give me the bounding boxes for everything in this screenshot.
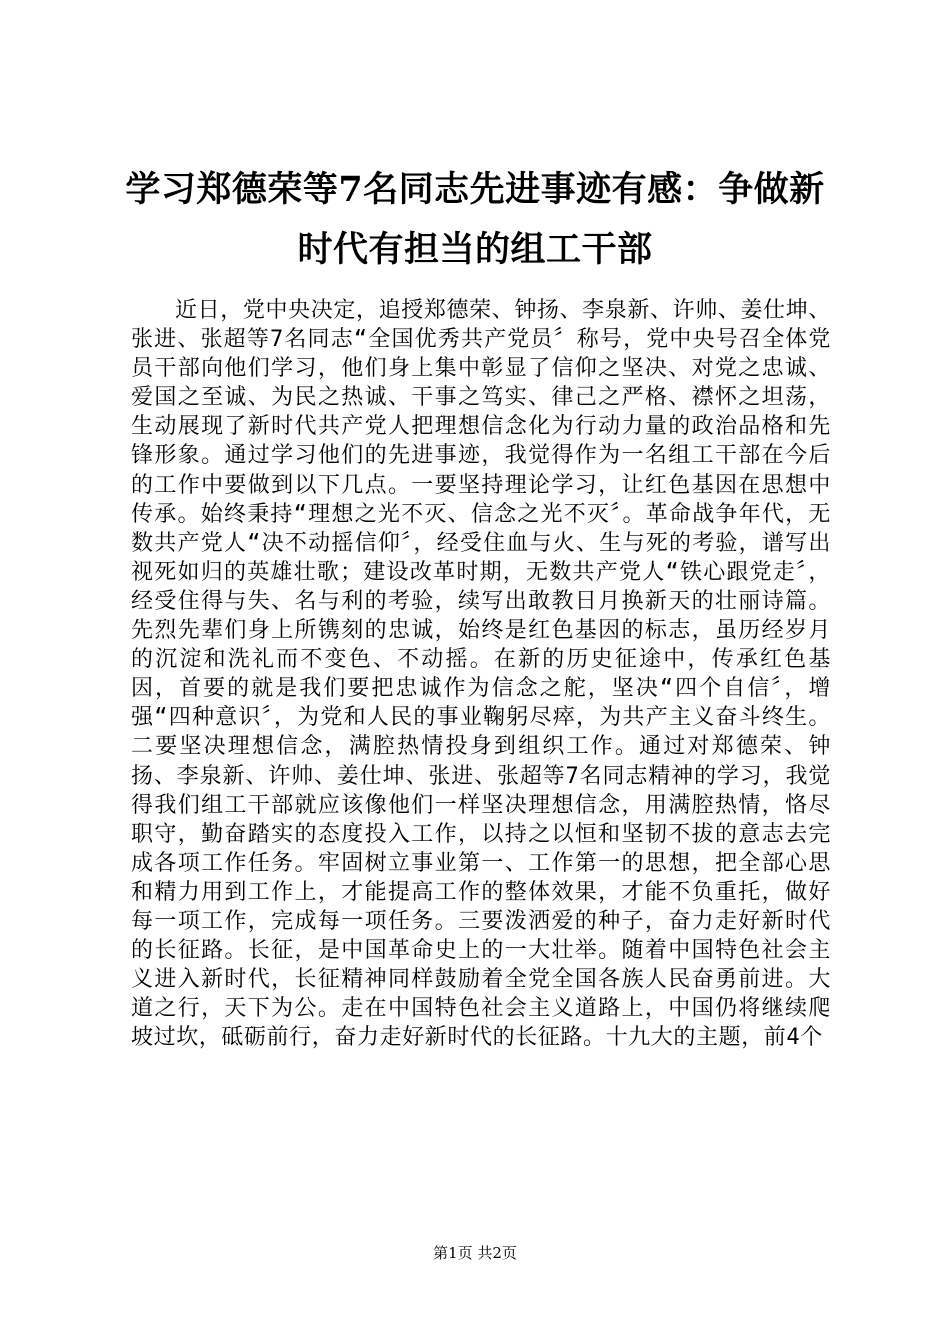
document-title: 学习郑德荣等7名同志先进事迹有感：争做新时代有担当的组工干部 [125, 169, 825, 270]
document-body: 近日，党中央决定，追授郑德荣、钟扬、李泉新、许帅、姜仕坤、张进、张超等7名同志“全国优秀共产党员〞称号，党中央号召全体党员干部向他们学习，他们身上集中彰显了信仰之坚决、对党之忠诚、爱国之至诚、为民之热诚、干事之笃实、律己之严格、襟怀之坦荡，生动展现了新时代共产党人把理想信念化为行动力量的政治品格和先锋形象。通过学习他们的先进事迹，我觉得作为一名组工干部在今后的工作中要做到以下几点。一要坚持理论学习，让红色基因在思想中传承。始终秉持“理想之光不灭、信念之光不灭〞。革命战争年代，无数共产党人“决不动摇信仰〞，经受住血与火、生与死的考验，谱写出视死如归的英雄壮歌；建设改革时期，无数共产党人“铁心跟党走〞，经受住得与失、名与利的考验，续写出敢教日月换新天的壮丽诗篇。先烈先辈们身上所镌刻的忠诚，始终是红色基因的标志，虽历经岁月的沉淀和洗礼而不变色、不动摇。在新的历史征途中，传承红色基因，首要的就是我们要把忠诚作为信念之舵，坚决“四个自信〞，增强“四种意识〞，为党和人民的事业鞠躬尽瘁，为共产主义奋斗终生。二要坚决理想信念，满腔热情投身到组织工作。通过对郑德荣、钟扬、李泉新、许帅、姜仕坤、张进、张超等7名同志精神的学习，我觉得我们组工干部就应该像他们一样坚决理想信念，用满腔热情，恪尽职守，勤奋踏实的态度投入工作，以持之以恒和坚韧不拔的意志去完成各项工作任务。牢固树立事业第一、工作第一的思想，把全部心思和精力用到工作上，才能提高工作的整体效果，才能不负重托，做好每一项工作，完成每一项任务。三要泼洒爱的种子，奋力走好新时代的长征路。长征，是中国革命史上的一大壮举。随着中国特色社会主义进入新时代，长征精神同样鼓励着全党全国各族人民奋勇前进。大道之行，天下为公。走在中国特色社会主义道路上，中国仍将继续爬坡过坎，砥砺前行，奋力走好新时代的长征路。十九大的主题，前4个 [131, 298, 831, 1051]
page-footer: 第1页 共2页 [433, 1244, 517, 1262]
